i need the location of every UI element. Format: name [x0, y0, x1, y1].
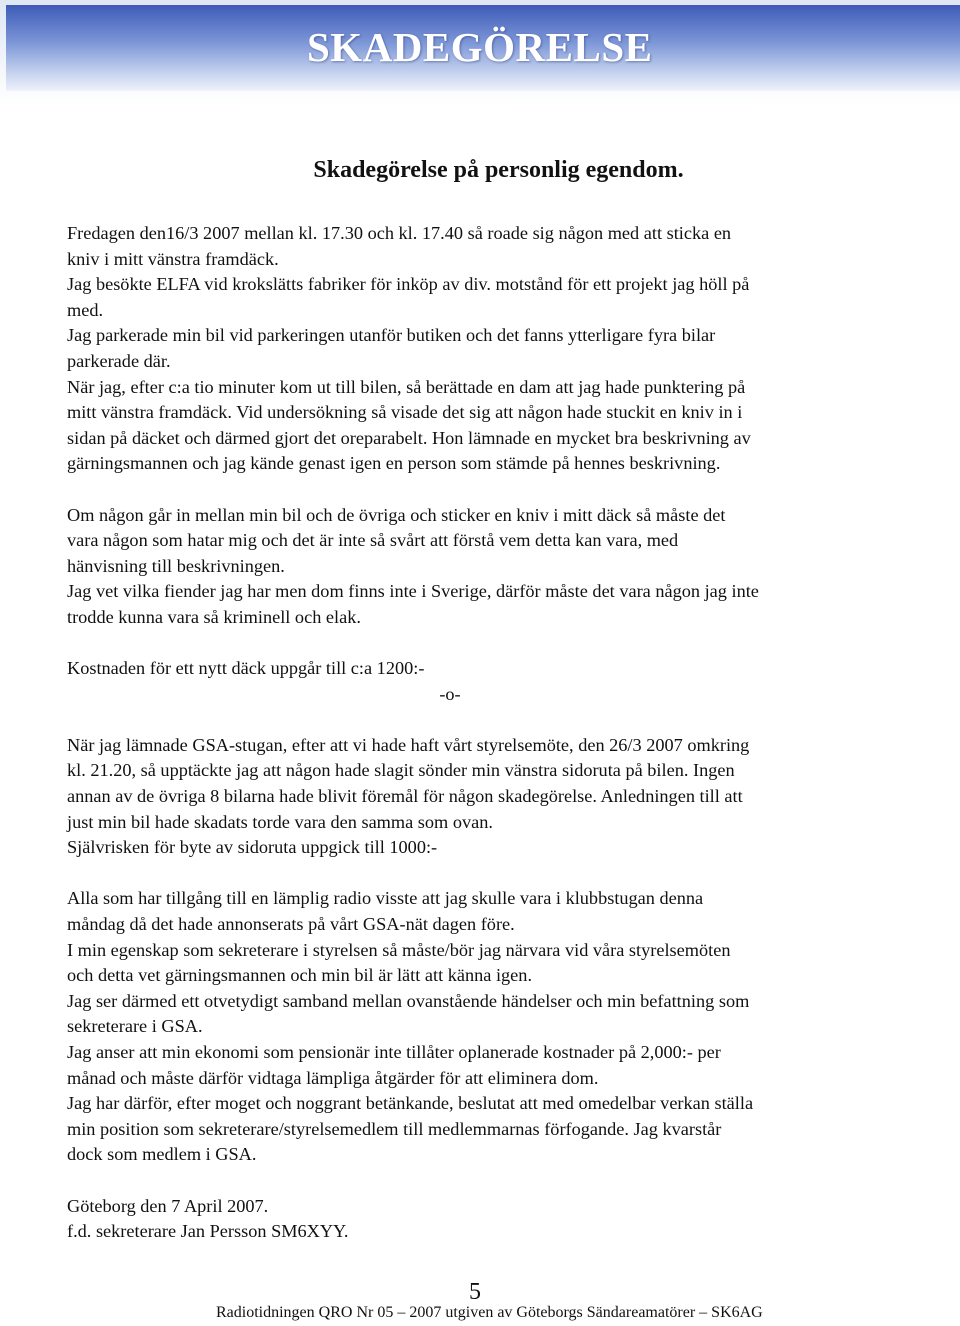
text-line: månad och måste därför vidtaga lämpliga åtgärder för att eliminera dom.	[67, 1067, 599, 1088]
text-line: I min egenskap som sekreterare i styrelsen så måste/bör jag närvara vid våra styrelsemöten	[67, 939, 731, 960]
text-line: just min bil hade skadats torde vara den samma som ovan.	[67, 811, 493, 832]
text-line: När jag lämnade GSA-stugan, efter att vi hade haft vårt styrelsemöte, den 26/3 2007 omkring	[67, 734, 750, 755]
page-number: 5	[469, 1279, 481, 1305]
paragraph-gap	[67, 707, 947, 733]
text-line: parkerade där.	[67, 350, 171, 371]
article-heading: Skadegörelse på personlig egendom.	[313, 157, 684, 183]
text-line: gärningsmannen och jag kände genast igen en person som stämde på hennes beskrivning.	[67, 453, 721, 474]
text-line: Jag har därför, efter moget och noggrant betänkande, beslutat att med omedelbar verkan ställa	[67, 1093, 754, 1114]
paragraph-gap	[67, 477, 947, 503]
text-line: sekreterare i GSA.	[67, 1016, 203, 1037]
article-body	[67, 221, 947, 1245]
page-title: SKADEGÖRELSE	[307, 24, 653, 70]
text-line: hänvisning till beskrivningen.	[67, 555, 285, 576]
text-line: När jag, efter c:a tio minuter kom ut till bilen, så berättade en dam att jag hade punktering på	[67, 376, 746, 397]
text-line: trodde kunna vara så kriminell och elak.	[67, 606, 361, 627]
text-line: min position som sekreterare/styrelsemedlem till medlemmarnas förfogande. Jag kvarstår	[67, 1118, 722, 1139]
text-line: måndag då det hade annonserats på vårt GSA-nät dagen före.	[67, 914, 515, 935]
text-line: och detta vet gärningsmannen och min bil är lätt att känna igen.	[67, 965, 533, 986]
paragraph-gap	[67, 631, 947, 657]
text-line: vara någon som hatar mig och det är inte så svårt att förstå vem detta kan vara, med	[67, 530, 679, 551]
text-line: med.	[67, 299, 104, 320]
text-line: Självrisken för byte av sidoruta uppgick till 1000:-	[67, 837, 438, 858]
text-line: annan av de övriga 8 bilarna hade blivit föremål för någon skadegörelse. Anledningen till att	[67, 786, 743, 807]
paragraph-gap	[67, 1168, 947, 1194]
header-banner	[0, 0, 960, 107]
text-line: dock som medlem i GSA.	[67, 1144, 257, 1165]
article-section-1	[67, 221, 947, 682]
text-line: sidan på däcket och därmed gjort det oreparabelt. Hon lämnade en mycket bra beskrivning av	[67, 427, 751, 448]
text-line: Jag anser att min ekonomi som pensionär inte tillåter oplanerade kostnader på 2,000:- per	[67, 1042, 721, 1062]
text-line: Kostnaden för ett nytt däck uppgår till c:a 1200:-	[67, 658, 425, 679]
text-line: kniv i mitt vänstra framdäck.	[67, 248, 279, 269]
text-line: Fredagen den16/3 2007 mellan kl. 17.30 och kl. 17.40 så roade sig någon med att sticka en	[67, 223, 732, 243]
text-line: Alla som har tillgång till en lämplig radio visste att jag skulle vara i klubbstugan denna	[67, 888, 704, 909]
text-line: kl. 21.20, så upptäckte jag att någon hade slagit sönder min vänstra sidoruta på bilen. Ingen	[67, 760, 735, 781]
text-line: mitt vänstra framdäck. Vid undersökning så visade det sig att någon hade stuckit en kniv in i	[67, 402, 743, 423]
page-footer: Radiotidningen QRO Nr 05 – 2007 utgiven av Göteborgs Sändareamatörer – SK6AG	[216, 1304, 763, 1321]
text-line: Jag ser därmed ett otvetydigt samband mellan ovanstående händelser och min befattning som	[67, 990, 750, 1011]
text-line: Jag parkerade min bil vid parkeringen utanför butiken och det fanns ytterligare fyra bilar	[67, 325, 716, 346]
article-section-2	[67, 707, 947, 1244]
text-line: Om någon går in mellan min bil och de övriga och sticker en kniv i mitt däck så måste det	[67, 504, 726, 525]
text-line: Jag besökte ELFA vid krokslätts fabriker för inköp av div. motstånd för ett projekt jag höll på	[67, 274, 750, 295]
text-line: f.d. sekreterare Jan Persson SM6XYY.	[67, 1221, 349, 1242]
text-line: Göteborg den 7 April 2007.	[67, 1195, 269, 1216]
section-separator: -o-	[439, 683, 461, 704]
text-line: Jag vet vilka fiender jag har men dom finns inte i Sverige, därför måste det vara någon jag inte	[67, 581, 759, 602]
paragraph-gap	[67, 861, 947, 887]
